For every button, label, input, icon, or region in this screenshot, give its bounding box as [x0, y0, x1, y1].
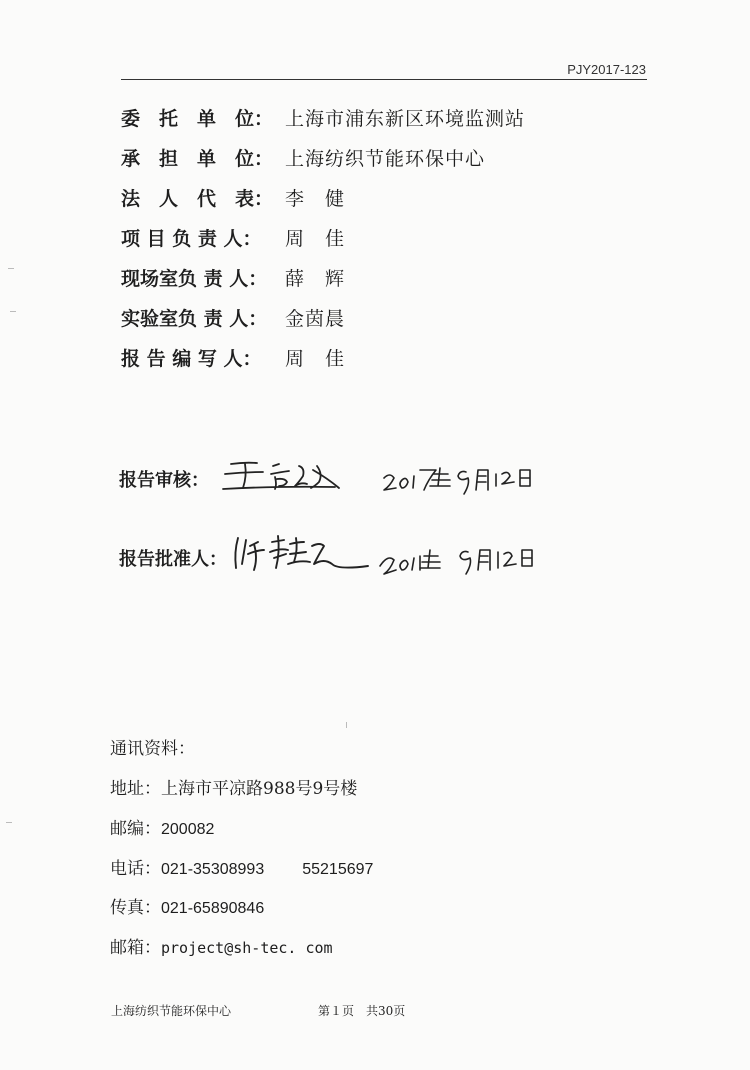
postcode-value: 200082 [161, 821, 215, 838]
scan-speck [6, 822, 12, 823]
field-value: 周 佳 [285, 228, 346, 250]
contact-email [110, 933, 333, 958]
field-contractor-unit [121, 146, 485, 172]
field-value: 上海市浦东新区环境监测站 [285, 108, 526, 130]
field-legal-representative [121, 186, 345, 212]
fax-value: 021-65890846 [161, 900, 265, 917]
field-label: 法 人 代 表： [121, 188, 274, 210]
scan-speck [10, 311, 16, 312]
phone-value-1: 021-35308993 [161, 861, 265, 878]
field-value: 周 佳 [285, 348, 346, 370]
review-label: 报告审核： [119, 470, 209, 491]
field-lab-lead [121, 306, 345, 332]
field-label: 报 告 编 写 人： [121, 348, 262, 370]
email-value: project@sh-tec. com [161, 939, 333, 957]
field-label: 项 目 负 责 人： [121, 228, 262, 250]
field-value: 李 健 [285, 188, 346, 210]
header-rule [121, 79, 647, 80]
approve-date-handwritten [378, 540, 548, 580]
field-field-office-lead [121, 266, 345, 292]
approve-signature [228, 528, 378, 578]
field-client-unit [121, 106, 525, 132]
contact-fax [110, 893, 264, 918]
contact-address [110, 774, 357, 799]
footer-page-number: 第１页 共30页 [318, 1004, 406, 1018]
review-date-handwritten [380, 460, 550, 498]
email-label: 邮箱： [110, 938, 161, 958]
footer-organization: 上海纺织节能环保中心 [111, 1004, 232, 1018]
phone-value-2: 55215697 [302, 861, 374, 878]
scan-speck [346, 722, 347, 728]
postcode-label: 邮编： [110, 819, 161, 839]
field-value: 金茵晨 [285, 308, 346, 330]
field-project-lead [121, 226, 345, 252]
field-value: 上海纺织节能环保中心 [285, 148, 486, 170]
phone-label: 电话： [110, 859, 161, 879]
contact-title: 通讯资料： [110, 739, 195, 759]
contact-phone [110, 854, 373, 879]
fax-label: 传真： [110, 898, 161, 918]
field-report-writer [121, 346, 345, 372]
field-label: 承 担 单 位： [121, 148, 274, 170]
address-value: 上海市平凉路988号9号楼 [161, 779, 358, 799]
review-signature [215, 452, 365, 496]
field-label: 委 托 单 位： [121, 108, 274, 130]
address-label: 地址： [110, 779, 161, 799]
field-label: 现场室负 责 人： [121, 268, 268, 290]
approve-label: 报告批准人： [119, 549, 227, 570]
document-code: PJY2017-123 [567, 62, 646, 77]
scan-speck [8, 268, 14, 269]
field-value: 薛 辉 [285, 268, 346, 290]
field-label: 实验室负 责 人： [121, 308, 268, 330]
contact-postcode [110, 814, 214, 839]
